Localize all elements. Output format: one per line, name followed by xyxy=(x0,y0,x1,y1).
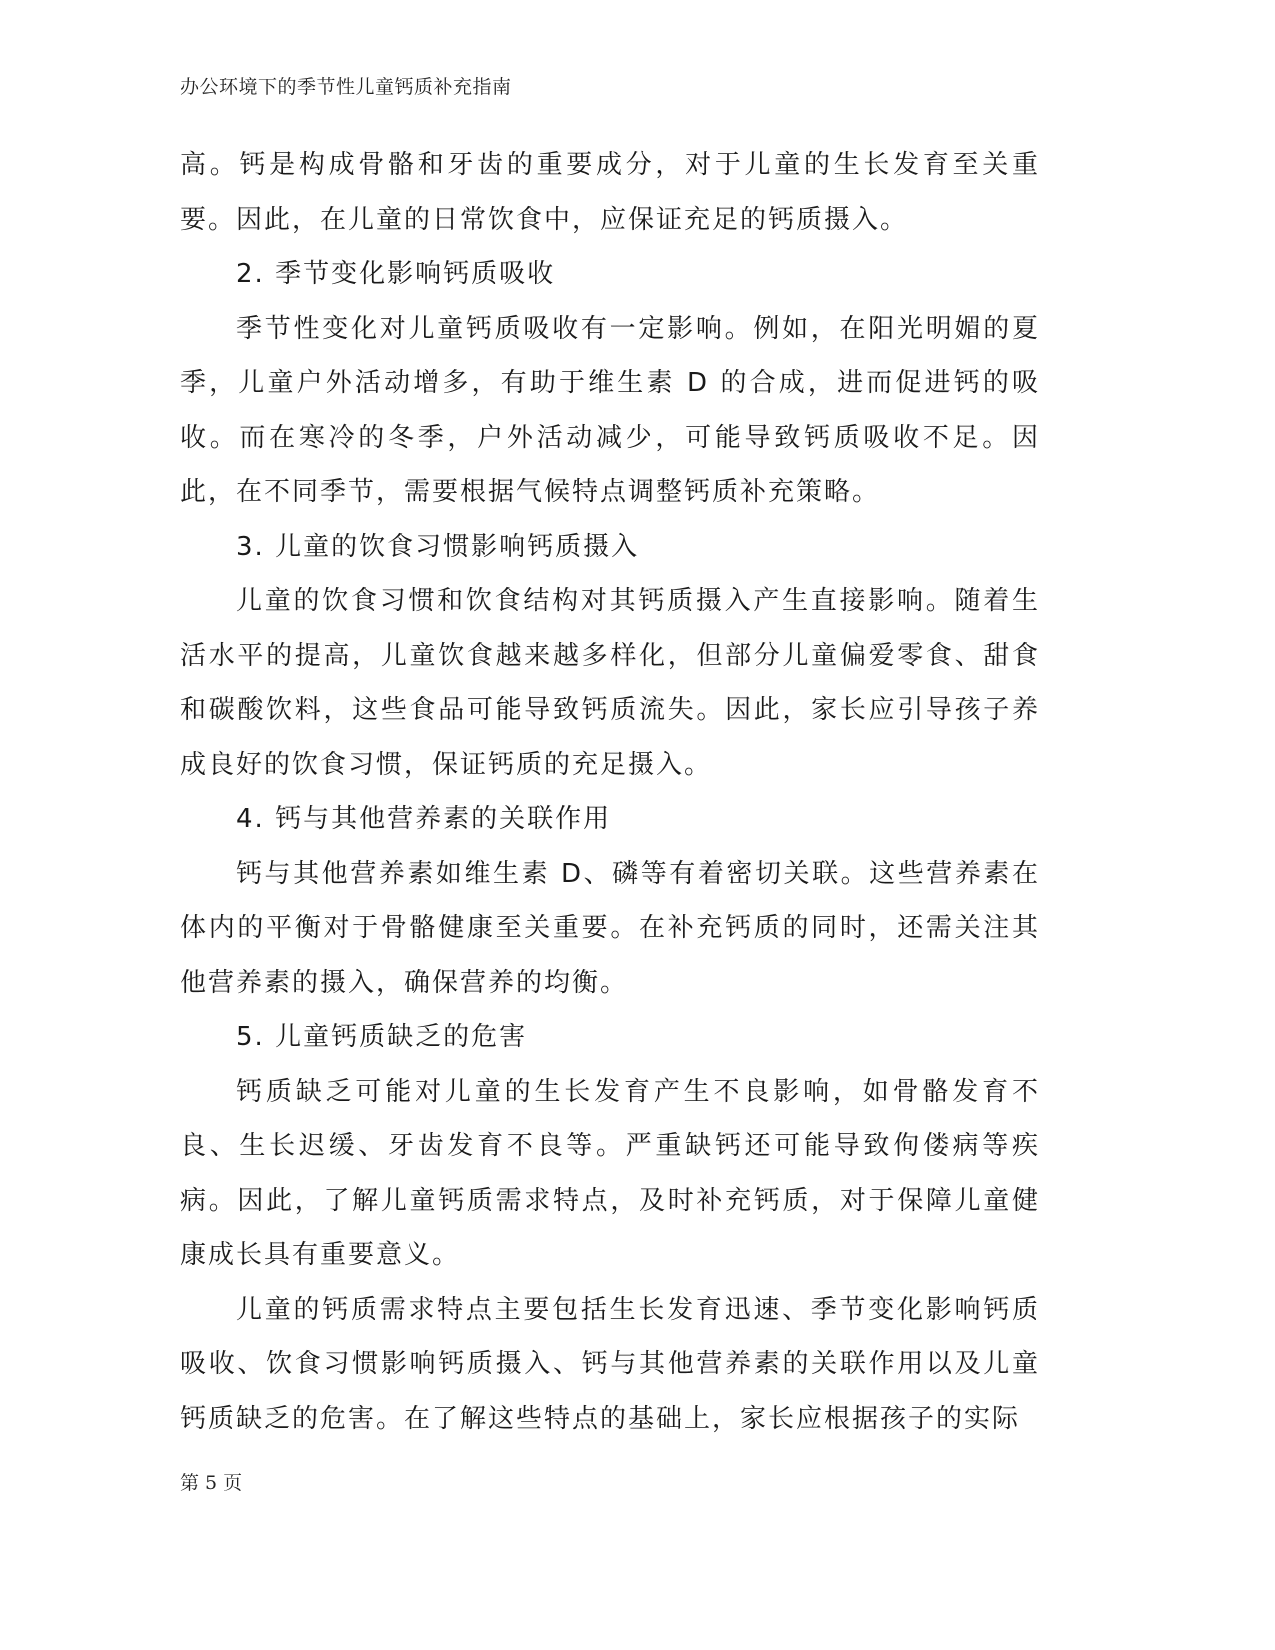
page-number: 第 5 页 xyxy=(180,1472,243,1494)
paragraph-nutrient-relation: 钙与其他营养素如维生素 D、磷等有着密切关联。这些营养素在体内的平衡对于骨骼健康至关重要。在补充钙质的同时，还需关注其他营养素的摄入，确保营养的均衡。 xyxy=(180,858,1040,998)
section-heading-5: 5. 儿童钙质缺乏的危害 xyxy=(236,1022,528,1052)
paragraph-deficiency-harm: 钙质缺乏可能对儿童的生长发育产生不良影响，如骨骼发育不良、生长迟缓、牙齿发育不良等。严重缺钙还可能导致佝偻病等疾病。因此，了解儿童钙质需求特点，及时补充钙质，对于保障儿童健康成长具有重要意义。 xyxy=(180,1076,1040,1270)
document-body xyxy=(180,138,1040,1446)
section-heading-2: 2. 季节变化影响钙质吸收 xyxy=(236,259,556,289)
paragraph-continued: 高。钙是构成骨骼和牙齿的重要成分，对于儿童的生长发育至关重要。因此，在儿童的日常饮食中，应保证充足的钙质摄入。 xyxy=(180,150,1040,235)
paragraph-diet-habits: 儿童的饮食习惯和饮食结构对其钙质摄入产生直接影响。随着生活水平的提高，儿童饮食越来越多样化，但部分儿童偏爱零食、甜食和碳酸饮料，这些食品可能导致钙质流失。因此，家长应引导孩子养成良好的饮食习惯，保证钙质的充足摄入。 xyxy=(180,586,1040,780)
section-heading-4: 4. 钙与其他营养素的关联作用 xyxy=(236,804,612,834)
page-header: 办公环境下的季节性儿童钙质补充指南 xyxy=(180,76,512,98)
paragraph-summary: 儿童的钙质需求特点主要包括生长发育迅速、季节变化影响钙质吸收、饮食习惯影响钙质摄入、钙与其他营养素的关联作用以及儿童钙质缺乏的危害。在了解这些特点的基础上，家长应根据孩子的实际 xyxy=(180,1294,1040,1434)
paragraph-seasonal-absorption: 季节性变化对儿童钙质吸收有一定影响。例如，在阳光明媚的夏季，儿童户外活动增多，有助于维生素 D 的合成，进而促进钙的吸收。而在寒冷的冬季，户外活动减少，可能导致钙质吸收不足。因此，在不同季节，需要根据气候特点调整钙质补充策略。 xyxy=(180,313,1040,507)
section-heading-3: 3. 儿童的饮食习惯影响钙质摄入 xyxy=(236,531,640,562)
